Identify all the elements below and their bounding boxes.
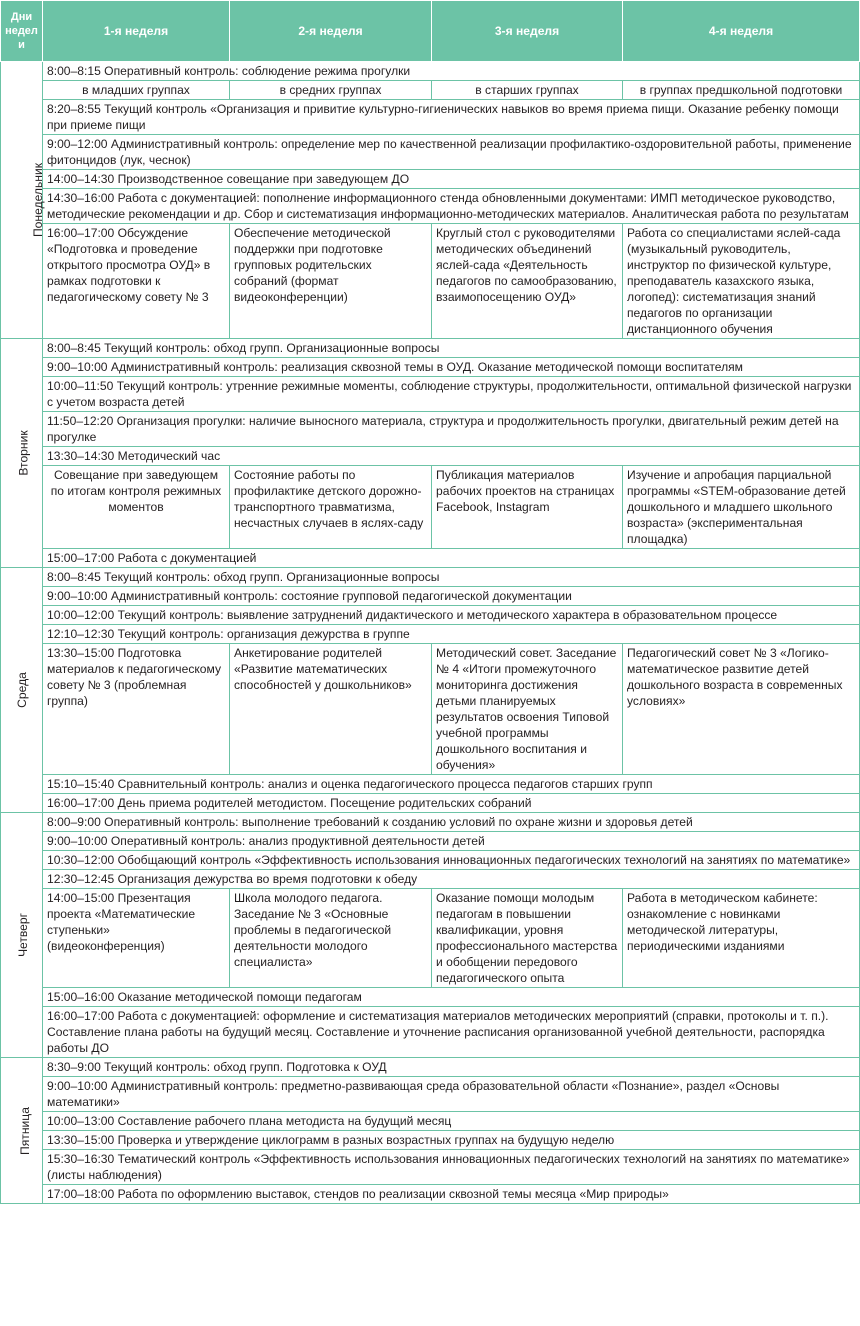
- week-cell: Оказание помощи молодым педагогам в повышении квалификации, уровня профессионального мастерства и обобщении передового педагогического опыта: [432, 889, 623, 988]
- activity-cell: 9:00–10:00 Административный контроль: состояние групповой педагогической документации: [43, 587, 860, 606]
- activity-cell: 8:00–8:45 Текущий контроль: обход групп. Организационные вопросы: [43, 568, 860, 587]
- activity-cell: 12:30–12:45 Организация дежурства во время подготовки к обеду: [43, 870, 860, 889]
- table-row: [1, 988, 860, 1007]
- activity-cell: 10:30–12:00 Обобщающий контроль «Эффективность использования инновационных педагогических технологий на занятиях по математике»: [43, 851, 860, 870]
- table-row: [1, 568, 860, 587]
- activity-cell: 10:00–12:00 Текущий контроль: выявление затруднений дидактического и методического характера в образовательном процессе: [43, 606, 860, 625]
- day-cell: [1, 1058, 43, 1204]
- table-row: [1, 832, 860, 851]
- activity-cell: 9:00–12:00 Административный контроль: определение мер по качественной реализации профилактико-оздоровительной работы, применение фитонцидов (лук, чеснок): [43, 135, 860, 170]
- header-week-3: 3-я неделя: [432, 1, 623, 62]
- table-row: [1, 794, 860, 813]
- activity-cell: 8:00–8:15 Оперативный контроль: соблюдение режима прогулки: [43, 62, 860, 81]
- header-week-4: 4-я неделя: [623, 1, 860, 62]
- day-label: Пятница: [17, 1106, 32, 1155]
- table-row: [1, 1007, 860, 1058]
- day-label: Среда: [14, 672, 29, 708]
- table-row: [1, 1150, 860, 1185]
- activity-cell: 14:30–16:00 Работа с документацией: пополнение информационного стенда обновленными документами: ИМП методическое руководство, методические рекомендации и др. Сбор и систематизация информационно-методических материалов. Аналитическая работа по результатам: [43, 189, 860, 224]
- week-cell: Педагогический совет № 3 «Логико-математическое развитие детей дошкольного возраста в современных условиях»: [623, 644, 860, 775]
- table-row: [1, 377, 860, 412]
- day-label: Вторник: [16, 430, 31, 476]
- activity-cell: 8:20–8:55 Текущий контроль «Организация и привитие культурно-гигиенических навыков во время приема пищи. Оказание ребенку помощи при приеме пищи: [43, 100, 860, 135]
- table-row: [1, 358, 860, 377]
- activity-cell: 8:00–9:00 Оперативный контроль: выполнение требований к созданию условий по охране жизни и здоровья детей: [43, 813, 860, 832]
- table-row: [1, 775, 860, 794]
- week-cell: в старших группах: [432, 81, 623, 100]
- table-row: [1, 870, 860, 889]
- week-cell: в группах предшкольной подготовки: [623, 81, 860, 100]
- day-label: Понедельник: [31, 162, 46, 238]
- activity-cell: 9:00–10:00 Административный контроль: предметно-развивающая среда образовательной области «Познание», раздел «Основы математики»: [43, 1077, 860, 1112]
- table-row: [1, 813, 860, 832]
- activity-cell: 13:30–15:00 Проверка и утверждение циклограмм в разных возрастных группах на будущую неделю: [43, 1131, 860, 1150]
- table-row: [1, 170, 860, 189]
- table-row: [1, 549, 860, 568]
- week-cell: Обеспечение методической поддержки при подготовке групповых родительских собраний (формат видеоконференции): [230, 224, 432, 339]
- activity-cell: 8:00–8:45 Текущий контроль: обход групп. Организационные вопросы: [43, 339, 860, 358]
- table-row: [1, 81, 860, 100]
- day-cell: [1, 339, 43, 568]
- week-cell: Изучение и апробация парциальной программы «STEM-образование детей дошкольного и младшего школьного возраста» (экспериментальная площадка): [623, 466, 860, 549]
- activity-cell: 13:30–14:30 Методический час: [43, 447, 860, 466]
- activity-cell: 15:00–17:00 Работа с документацией: [43, 549, 860, 568]
- table-row: [1, 889, 860, 988]
- activity-cell: 14:00–14:30 Производственное совещание при заведующем ДО: [43, 170, 860, 189]
- table-row: [1, 100, 860, 135]
- week-cell: Методический совет. Заседание № 4 «Итоги промежуточного мониторинга достижения детьми планируемых результатов освоения Типовой учебной программы дошкольного воспитания и обучения»: [432, 644, 623, 775]
- header-row: [1, 1, 860, 62]
- table-row: [1, 1185, 860, 1204]
- table-row: [1, 851, 860, 870]
- table-row: [1, 587, 860, 606]
- activity-cell: 8:30–9:00 Текущий контроль: обход групп. Подготовка к ОУД: [43, 1058, 860, 1077]
- activity-cell: 17:00–18:00 Работа по оформлению выставок, стендов по реализации сквозной темы месяца «Мир природы»: [43, 1185, 860, 1204]
- table-row: [1, 189, 860, 224]
- activity-cell: 16:00–17:00 Работа с документацией: оформление и систематизация материалов методических мероприятий (справки, протоколы и т. п.). Составление плана работы на будущий месяц. Составление и уточнение расписания организованной учебной деятельности, распорядка работы ДО: [43, 1007, 860, 1058]
- week-cell: 14:00–15:00 Презентация проекта «Математические ступеньки» (видеоконференция): [43, 889, 230, 988]
- table-row: [1, 1058, 860, 1077]
- table-row: [1, 606, 860, 625]
- week-cell: 16:00–17:00 Обсуждение «Подготовка и проведение открытого просмотра ОУД» в рамках подготовки к педагогическому совету № 3: [43, 224, 230, 339]
- table-row: [1, 1077, 860, 1112]
- week-cell: Школа молодого педагога. Заседание № 3 «Основные проблемы в педагогической деятельности молодого специалиста»: [230, 889, 432, 988]
- header-week-1: 1-я неделя: [43, 1, 230, 62]
- activity-cell: 10:00–11:50 Текущий контроль: утренние режимные моменты, соблюдение структуры, продолжительности, оптимальной физической нагрузки с учетом возраста детей: [43, 377, 860, 412]
- week-cell: Состояние работы по профилактике детского дорожно-транспортного травматизма, несчастных случаев в яслях-саду: [230, 466, 432, 549]
- activity-cell: 12:10–12:30 Текущий контроль: организация дежурства в группе: [43, 625, 860, 644]
- activity-cell: 15:30–16:30 Тематический контроль «Эффективность использования инновационных педагогических технологий на занятиях по математике» (листы наблюдения): [43, 1150, 860, 1185]
- day-label: Четверг: [16, 912, 31, 958]
- table-row: [1, 412, 860, 447]
- activity-cell: 11:50–12:20 Организация прогулки: наличие выносного материала, структура и продолжительность прогулки, двигательный режим детей на прогулке: [43, 412, 860, 447]
- week-cell: Анкетирование родителей «Развитие математических способностей у дошкольников»: [230, 644, 432, 775]
- day-cell: [1, 62, 46, 339]
- week-cell: 13:30–15:00 Подготовка материалов к педагогическому совету № 3 (проблемная группа): [43, 644, 230, 775]
- table-row: [1, 62, 860, 81]
- table-row: [1, 339, 860, 358]
- week-cell: Работа со специалистами яслей-сада (музыкальный руководитель, инструктор по физической культуре, преподаватель казахского языка, логопед): систематизация знаний педагогов по организации дистанционного обучения: [623, 224, 860, 339]
- day-cell: [1, 813, 43, 1058]
- week-cell: Круглый стол с руководителями методических объединений яслей-сада «Деятельность педагогов по самообразованию, взаимопосещению ОУД»: [432, 224, 623, 339]
- week-cell: в средних группах: [230, 81, 432, 100]
- header-days: Дни недели: [1, 1, 43, 62]
- schedule-body: [1, 62, 860, 1204]
- table-row: [1, 447, 860, 466]
- activity-cell: 15:10–15:40 Сравнительный контроль: анализ и оценка педагогического процесса педагогов старших групп: [43, 775, 860, 794]
- header-week-2: 2-я неделя: [230, 1, 432, 62]
- activity-cell: 15:00–16:00 Оказание методической помощи педагогам: [43, 988, 860, 1007]
- activity-cell: 16:00–17:00 День приема родителей методистом. Посещение родительских собраний: [43, 794, 860, 813]
- week-cell: Совещание при заведующем по итогам контроля режимных моментов: [43, 466, 230, 549]
- activity-cell: 10:00–13:00 Составление рабочего плана методиста на будущий месяц: [43, 1112, 860, 1131]
- table-row: [1, 644, 860, 775]
- table-row: [1, 135, 860, 170]
- activity-cell: 9:00–10:00 Оперативный контроль: анализ продуктивной деятельности детей: [43, 832, 860, 851]
- table-row: [1, 1131, 860, 1150]
- day-cell: [1, 568, 43, 813]
- table-row: [1, 1112, 860, 1131]
- activity-cell: 9:00–10:00 Административный контроль: реализация сквозной темы в ОУД. Оказание методической помощи воспитателям: [43, 358, 860, 377]
- week-cell: Публикация материалов рабочих проектов на страницах Facebook, Instagram: [432, 466, 623, 549]
- table-row: [1, 625, 860, 644]
- week-cell: Работа в методическом кабинете: ознакомление с новинками методической литературы, периодическими изданиями: [623, 889, 860, 988]
- week-cell: в младших группах: [43, 81, 230, 100]
- table-row: [1, 466, 860, 549]
- table-row: [1, 224, 860, 339]
